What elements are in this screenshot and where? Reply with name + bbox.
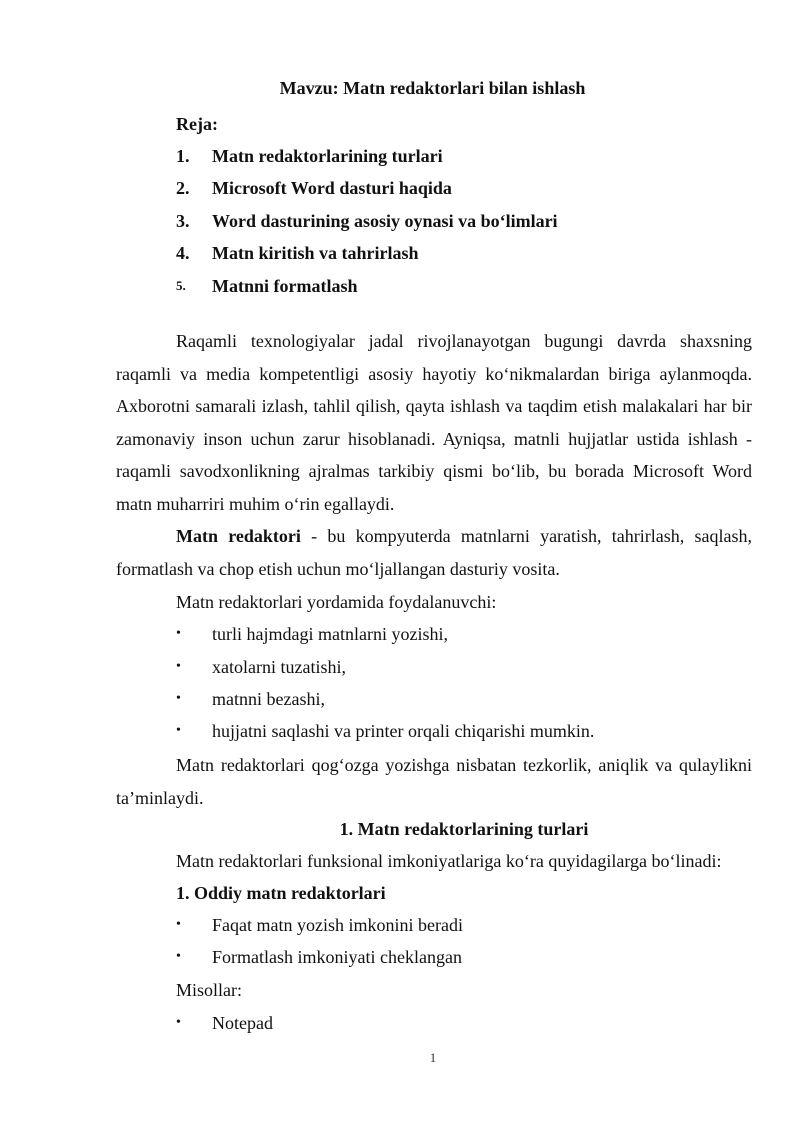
list-item-text: hujjatni saqlashi va printer orqali chiqarishi mumkin. xyxy=(212,721,595,741)
definition-paragraph xyxy=(116,520,752,585)
document-title: Mavzu: Matn redaktorlari bilan ishlash xyxy=(279,78,586,98)
list-item-text: Notepad xyxy=(212,1013,273,1033)
list-item xyxy=(176,623,448,645)
advantages-paragraph xyxy=(116,749,752,814)
plan-item-text: Microsoft Word dasturi haqida xyxy=(212,178,452,199)
capabilities-intro: Matn redaktorlari yordamida foydalanuvchi: xyxy=(176,592,497,612)
plan-item-number: 5. xyxy=(176,278,186,294)
plan-item xyxy=(176,238,776,271)
page-number: 1 xyxy=(429,1050,437,1065)
plan-item-number: 4. xyxy=(176,243,190,264)
plan-item-text: Word dasturining asosiy oynasi va bo‘limlari xyxy=(212,210,558,231)
examples-label: Misollar: xyxy=(176,980,242,1000)
plan-heading: Reja: xyxy=(176,114,218,134)
list-item xyxy=(176,1012,273,1034)
plan-item-text: Matnni formatlash xyxy=(212,275,358,296)
list-item-text: turli hajmdagi matnlarni yozishi, xyxy=(212,624,448,644)
definition-text: - bu kompyuterda matnlarni yaratish, tahrirlash, saqlash, formatlash va chop etish uchun mo‘ljallangan dasturiy vosita. xyxy=(116,526,753,579)
plan-item xyxy=(176,270,776,303)
list-item xyxy=(176,656,346,678)
bullet-icon: • xyxy=(176,723,181,738)
bullet-icon: • xyxy=(176,917,181,932)
plan-item-number: 2. xyxy=(176,178,190,199)
list-item-text: xatolarni tuzatishi, xyxy=(212,657,346,677)
plan-item xyxy=(176,173,776,206)
list-item xyxy=(176,688,325,710)
plan-item xyxy=(176,140,776,173)
list-item-text: Formatlash imkoniyati cheklangan xyxy=(212,947,462,967)
definition-term: Matn redaktori xyxy=(176,526,301,546)
section-intro: Matn redaktorlari funksional imkoniyatlariga ko‘ra quyidagilarga bo‘linadi: xyxy=(176,851,722,871)
list-item xyxy=(176,914,463,936)
plan-item-number: 3. xyxy=(176,210,190,231)
list-item xyxy=(176,946,462,968)
intro-paragraph-text: Raqamli texnologiyalar jadal rivojlanayotgan bugungi davrda shaxsning raqamli va media kompetentligi asosiy hayotiy ko‘nikmalardan biriga aylanmoqda. Axborotni samarali izlash, tahlil qilish, qayta ishlash va taqdim etish malakalari har bir zamonaviy inson uchun zarur hisoblanadi. Ayniqsa, matnli hujjatlar ustida ishlash - raqamli savodxonlikning ajralmas tarkibiy qismi bo‘lib, bu borada Microsoft Word matn muharriri muhim o‘rin egallaydi. xyxy=(116,331,752,514)
list-item xyxy=(176,720,594,742)
bullet-icon: • xyxy=(176,659,181,674)
list-item-text: matnni bezashi, xyxy=(212,689,325,709)
plan-list xyxy=(176,140,776,303)
section-heading: 1. Matn redaktorlarining turlari xyxy=(339,819,589,839)
bullet-icon: • xyxy=(176,626,181,641)
subsection-heading: 1. Oddiy matn redaktorlari xyxy=(176,883,386,903)
bullet-icon: • xyxy=(176,691,181,706)
intro-paragraph xyxy=(116,325,752,520)
plan-item-text: Matn redaktorlarining turlari xyxy=(212,145,443,166)
plan-item-number: 1. xyxy=(176,145,190,166)
list-item-text: Faqat matn yozish imkonini beradi xyxy=(212,915,463,935)
plan-item xyxy=(176,205,776,238)
bullet-icon: • xyxy=(176,1015,181,1030)
advantages-text: Matn redaktorlari qog‘ozga yozishga nisbatan tezkorlik, aniqlik va qulaylikni ta’minlaydi. xyxy=(116,755,752,808)
bullet-icon: • xyxy=(176,949,181,964)
plan-item-text: Matn kiritish va tahrirlash xyxy=(212,243,419,264)
